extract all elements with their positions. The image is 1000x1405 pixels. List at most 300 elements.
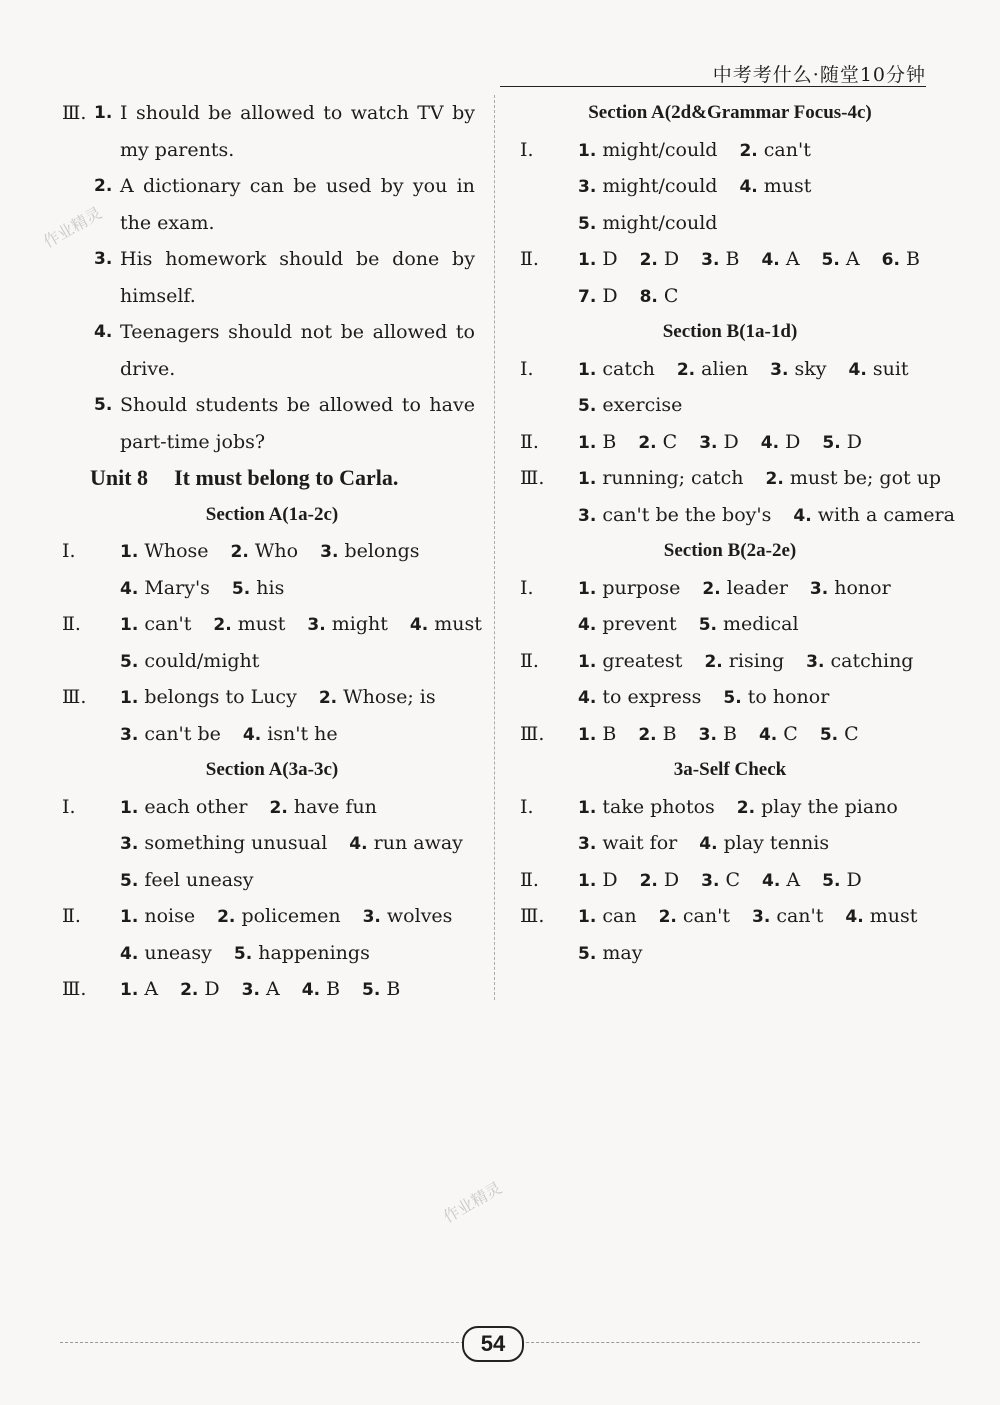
- item-answer: must: [763, 175, 812, 197]
- answer-item: [752, 898, 823, 935]
- answer-item: [578, 460, 744, 497]
- item-answer: D: [846, 430, 862, 453]
- item-answer: D: [602, 248, 618, 270]
- item-answer: might/could: [602, 211, 718, 234]
- item-answer: C: [783, 722, 798, 745]
- answer-item: [120, 679, 297, 716]
- answer-line: [62, 716, 482, 753]
- item-number: 1.: [578, 432, 597, 453]
- answer-line: [520, 570, 940, 607]
- exercise-marker: Ⅲ.: [520, 905, 545, 927]
- answer-item: [180, 971, 220, 1008]
- item-answer: A: [785, 248, 800, 270]
- answer-item: [640, 862, 680, 899]
- item-answer: belongs: [344, 540, 420, 562]
- item-answer: Mary's: [144, 576, 210, 599]
- sentence-text: part-time jobs?: [120, 430, 266, 453]
- word: not: [300, 321, 332, 343]
- answer-item: [701, 241, 739, 278]
- item-number: 3.: [699, 432, 718, 453]
- word: students: [195, 394, 279, 416]
- item-number: 2.: [94, 176, 113, 196]
- answer-item: [363, 898, 453, 935]
- item-answer: to express: [602, 686, 702, 708]
- word: to: [455, 321, 475, 343]
- word: I: [120, 102, 128, 124]
- item-answer: suit: [872, 357, 909, 380]
- sentence-text: drive.: [120, 357, 176, 380]
- item-number: 1.: [120, 688, 139, 708]
- item-answer: each other: [144, 795, 248, 818]
- answer-item: [269, 789, 376, 826]
- item-answer: B: [602, 722, 617, 745]
- answer-line: [520, 132, 940, 169]
- item-answer: A: [786, 868, 801, 891]
- answer-line: [62, 314, 482, 351]
- column-divider: [494, 95, 495, 1000]
- answer-line: [62, 862, 482, 899]
- item-number: 3.: [751, 907, 771, 927]
- item-answer: to honor: [747, 686, 830, 708]
- item-number: 3.: [362, 907, 381, 927]
- word: be: [340, 321, 365, 343]
- item-answer: with a camera: [817, 503, 955, 526]
- item-answer: greatest: [602, 649, 683, 672]
- answer-item: [307, 606, 387, 643]
- answer-item: [739, 168, 811, 205]
- word: Teenagers: [120, 321, 220, 343]
- item-number: 4.: [349, 834, 368, 854]
- answer-item: [806, 643, 913, 680]
- answer-item: [702, 570, 787, 607]
- answer-item: [578, 387, 682, 424]
- item-number: 2.: [638, 724, 657, 745]
- answer-line: [520, 205, 940, 242]
- answer-item: [638, 716, 676, 753]
- section-title: Section B(1a-1d): [662, 321, 798, 342]
- word: allowed: [318, 394, 394, 416]
- answer-line: [520, 387, 940, 424]
- item-answer: B: [662, 722, 677, 745]
- item-answer: sky: [794, 357, 827, 380]
- item-answer: B: [725, 248, 740, 270]
- item-number: 4.: [301, 980, 321, 1000]
- exercise-marker: Ⅰ.: [520, 138, 534, 161]
- answer-item: [578, 497, 771, 534]
- sentence-text: my parents.: [120, 138, 235, 161]
- item-number: 3.: [578, 505, 597, 526]
- answer-line: [62, 168, 482, 205]
- answer-item: [848, 351, 908, 388]
- answer-item: [766, 460, 942, 497]
- item-answer: rising: [728, 649, 785, 672]
- exercise-marker: Ⅲ.: [520, 722, 545, 745]
- item-answer: noise: [144, 905, 196, 927]
- word: to: [323, 102, 343, 124]
- word: His: [120, 248, 153, 270]
- item-number: 4.: [120, 578, 139, 599]
- answer-item: [761, 241, 799, 278]
- item-answer: alien: [701, 357, 749, 380]
- item-number: 1.: [578, 870, 597, 891]
- item-answer: B: [722, 722, 737, 745]
- item-number: 5.: [578, 213, 597, 234]
- item-answer: play tennis: [723, 832, 830, 854]
- answer-item: [320, 533, 419, 570]
- item-answer: must: [434, 613, 482, 635]
- word: should: [228, 321, 293, 343]
- item-answer: purpose: [602, 576, 681, 599]
- sentence-text: [120, 314, 475, 351]
- word: to: [401, 394, 421, 416]
- answer-item: [578, 168, 717, 205]
- item-number: 5.: [819, 724, 839, 745]
- answer-line: [62, 241, 482, 278]
- item-number: 3.: [320, 542, 339, 562]
- exercise-marker: Ⅱ.: [62, 905, 81, 927]
- answer-item: [739, 132, 810, 169]
- answer-item: [578, 643, 682, 680]
- answer-line: [520, 497, 955, 534]
- item-number: 1.: [578, 469, 597, 489]
- exercise-marker: Ⅰ.: [520, 357, 534, 380]
- item-number: 4.: [761, 250, 780, 270]
- exercise-marker: Ⅰ.: [62, 795, 76, 818]
- answer-item: [699, 716, 737, 753]
- answer-item: [578, 716, 616, 753]
- answer-item: [770, 351, 826, 388]
- answer-line: [520, 168, 940, 205]
- answer-line: [520, 898, 940, 935]
- item-answer: must: [237, 613, 286, 635]
- item-number: 5.: [698, 615, 717, 635]
- item-number: 1.: [578, 359, 597, 380]
- item-answer: catching: [830, 649, 914, 672]
- item-answer: Whose; is: [343, 686, 436, 708]
- item-number: 3.: [307, 615, 326, 635]
- item-number: 2.: [180, 980, 199, 1000]
- answer-item: [578, 241, 618, 278]
- item-answer: B: [905, 248, 920, 270]
- unit-name: It must belong to Carla.: [174, 465, 399, 490]
- answer-line: [62, 351, 482, 388]
- item-number: 4.: [739, 177, 758, 197]
- exercise-marker: Ⅱ.: [520, 868, 539, 891]
- exercise-marker: Ⅱ.: [520, 430, 539, 453]
- answer-item: [699, 606, 799, 643]
- answer-item: [640, 278, 679, 315]
- item-number: 8.: [639, 286, 658, 307]
- watermark-bottom: 作业精灵: [440, 1178, 505, 1227]
- answer-line: [520, 460, 940, 497]
- item-answer: C: [844, 722, 859, 745]
- item-number: 3.: [701, 870, 720, 891]
- item-number: 1.: [578, 140, 597, 161]
- item-answer: happenings: [258, 941, 370, 964]
- answer-item: [120, 971, 158, 1008]
- item-answer: Whose: [144, 540, 209, 562]
- word: you: [412, 175, 448, 197]
- item-number: 2.: [739, 140, 758, 161]
- page-header: 中考考什么·随堂10分钟: [712, 64, 926, 86]
- item-answer: his: [256, 576, 285, 599]
- answer-line: [520, 241, 940, 278]
- item-answer: D: [846, 868, 862, 891]
- answer-item: [699, 825, 829, 862]
- answer-line: [62, 789, 482, 826]
- item-number: 4.: [578, 688, 597, 708]
- item-answer: wolves: [386, 905, 453, 927]
- item-number: 1.: [578, 724, 597, 745]
- item-number: 4.: [845, 907, 864, 927]
- answer-line: [62, 132, 482, 169]
- answer-item: [232, 570, 284, 607]
- answer-item: [578, 935, 642, 972]
- answer-line: [62, 606, 482, 643]
- word: in: [456, 175, 475, 197]
- item-number: 1.: [578, 651, 597, 672]
- answer-item: [845, 898, 917, 935]
- item-answer: running; catch: [602, 467, 744, 489]
- exercise-marker: Ⅰ.: [520, 576, 534, 599]
- item-answer: can't: [763, 138, 811, 161]
- answer-item: [759, 716, 798, 753]
- item-answer: A: [845, 248, 860, 270]
- item-answer: can't be: [144, 722, 221, 745]
- answer-item: [704, 643, 784, 680]
- item-number: 5.: [120, 651, 139, 672]
- answer-line: [520, 862, 940, 899]
- answer-line: [62, 95, 482, 132]
- answer-item: [578, 351, 655, 388]
- item-number: 3.: [578, 834, 597, 854]
- item-answer: exercise: [602, 394, 683, 416]
- answer-item: [302, 971, 340, 1008]
- word: be: [208, 102, 232, 124]
- item-number: 3.: [241, 980, 260, 1000]
- item-number: 5.: [120, 870, 139, 891]
- answer-item: [701, 862, 740, 899]
- item-number: 5.: [578, 943, 597, 964]
- item-number: 5.: [233, 943, 253, 964]
- answer-line: [62, 935, 482, 972]
- unit-title: [62, 460, 482, 497]
- answer-item: [120, 825, 327, 862]
- item-number: 1.: [120, 542, 139, 562]
- answer-line: [62, 533, 482, 570]
- item-number: 3.: [809, 578, 829, 599]
- answer-item: [659, 898, 730, 935]
- item-number: 2.: [269, 797, 288, 818]
- answer-item: [120, 533, 209, 570]
- item-number: 2.: [702, 578, 721, 599]
- answer-line: [520, 643, 940, 680]
- answer-item: [349, 825, 463, 862]
- sentence-text: the exam.: [120, 211, 215, 234]
- answer-item: [638, 424, 677, 461]
- item-number: 5.: [578, 396, 597, 416]
- item-number: 2.: [736, 797, 756, 818]
- item-number: 4.: [762, 870, 781, 891]
- word: homework: [165, 248, 267, 270]
- item-number: 4.: [409, 615, 429, 635]
- exercise-marker: Ⅲ.: [62, 686, 87, 708]
- item-number: 2.: [213, 615, 232, 635]
- word: done: [392, 248, 440, 270]
- unit-number: Unit 8: [90, 465, 149, 490]
- item-number: 3.: [120, 724, 139, 745]
- answer-line: [62, 278, 482, 315]
- right-column: [520, 95, 955, 971]
- item-number: 4.: [760, 432, 780, 453]
- answer-item: [319, 679, 436, 716]
- exercise-marker: Ⅲ.: [62, 978, 87, 1000]
- item-number: 5.: [94, 395, 113, 415]
- item-answer: have fun: [293, 795, 377, 818]
- sentence-text: himself.: [120, 284, 196, 307]
- section-title: 3a-Self Check: [673, 759, 787, 780]
- answer-item: [410, 606, 482, 643]
- word: can: [249, 175, 284, 197]
- item-answer: C: [662, 430, 678, 453]
- item-answer: D: [663, 868, 680, 891]
- answer-line: [62, 971, 482, 1008]
- answer-line: [520, 789, 940, 826]
- item-answer: feel uneasy: [144, 868, 254, 891]
- answer-line: [62, 424, 482, 461]
- answer-line: [62, 205, 482, 242]
- item-number: 5.: [723, 688, 742, 708]
- item-number: 3.: [94, 249, 113, 269]
- item-number: 2.: [230, 542, 249, 562]
- answer-item: [699, 424, 739, 461]
- answer-item: [820, 716, 859, 753]
- answer-item: [762, 862, 800, 899]
- item-answer: policemen: [241, 905, 341, 927]
- item-number: 1.: [120, 907, 139, 927]
- item-number: 3.: [120, 834, 139, 854]
- answer-line: [520, 278, 940, 315]
- word: should: [279, 248, 344, 270]
- item-answer: D: [602, 868, 618, 891]
- item-number: 2.: [638, 432, 657, 453]
- item-number: 4.: [94, 322, 113, 342]
- header-rule: [500, 86, 926, 87]
- answer-item: [822, 241, 860, 278]
- answer-line: [520, 716, 940, 753]
- item-answer: can't: [776, 905, 824, 927]
- answer-item: [120, 935, 212, 972]
- answer-item: [822, 862, 862, 899]
- item-answer: must be; got up: [789, 467, 942, 489]
- item-number: 5.: [822, 432, 841, 453]
- item-answer: A: [266, 978, 280, 1000]
- sentence-text: [120, 387, 475, 424]
- section-title: Section A(2d&Grammar Focus-4c): [588, 102, 872, 123]
- answer-line: [62, 825, 482, 862]
- answer-item: [362, 971, 400, 1008]
- item-number: 2.: [765, 469, 784, 489]
- item-answer: something unusual: [144, 832, 328, 854]
- word: dictionary: [143, 175, 241, 197]
- answer-item: [578, 278, 618, 315]
- answer-item: [231, 533, 299, 570]
- item-number: 2.: [676, 359, 696, 380]
- word: allowed: [372, 321, 448, 343]
- item-number: 6.: [881, 250, 900, 270]
- left-column: [62, 95, 482, 1008]
- answer-item: [822, 424, 862, 461]
- answer-item: [120, 789, 247, 826]
- answer-line: [520, 424, 940, 461]
- answer-line: [62, 387, 482, 424]
- item-number: 1.: [578, 797, 597, 818]
- item-number: 4.: [793, 505, 812, 526]
- word: A: [120, 175, 134, 197]
- answer-item: [217, 898, 340, 935]
- item-number: 1.: [120, 615, 139, 635]
- exercise-marker: Ⅲ.: [62, 102, 87, 124]
- item-number: 2.: [217, 907, 236, 927]
- item-answer: can't: [682, 905, 730, 927]
- item-answer: D: [723, 430, 739, 453]
- answer-line: [520, 606, 940, 643]
- item-answer: Who: [254, 540, 299, 562]
- item-answer: catch: [602, 357, 655, 380]
- exercise-marker: Ⅱ.: [520, 649, 539, 672]
- answer-item: [578, 424, 616, 461]
- item-number: 5.: [822, 870, 841, 891]
- item-number: 2.: [639, 870, 658, 891]
- item-answer: D: [204, 978, 220, 1000]
- item-number: 1.: [578, 250, 597, 270]
- answer-item: [234, 935, 370, 972]
- answer-line: [62, 898, 482, 935]
- word: should: [135, 102, 200, 124]
- sentence-text: [120, 168, 475, 205]
- exercise-marker: Ⅱ.: [62, 613, 81, 635]
- answer-line: [62, 570, 482, 607]
- answer-item: [578, 679, 701, 716]
- answer-item: [723, 679, 829, 716]
- item-answer: belongs to Lucy: [144, 686, 297, 708]
- item-answer: B: [602, 430, 617, 453]
- section-title: Section A(1a-2c): [205, 503, 339, 525]
- item-answer: B: [326, 978, 341, 1000]
- item-number: 7.: [578, 286, 597, 307]
- answer-item: [737, 789, 898, 826]
- word: used: [325, 175, 372, 197]
- item-number: 5.: [231, 578, 251, 599]
- item-answer: medical: [723, 613, 799, 635]
- answer-item: [242, 971, 280, 1008]
- word: be: [293, 175, 317, 197]
- item-number: 4.: [848, 359, 867, 380]
- page-number: 54: [462, 1326, 524, 1362]
- answer-item: [761, 424, 801, 461]
- item-number: 2.: [658, 907, 677, 927]
- answer-line: [520, 825, 940, 862]
- answer-line: [520, 935, 940, 972]
- item-answer: must: [869, 905, 918, 927]
- section-title: Section B(2a-2e): [663, 540, 797, 561]
- item-number: 2.: [639, 250, 658, 270]
- item-number: 4.: [758, 724, 778, 745]
- answer-item: [578, 570, 680, 607]
- item-number: 5.: [362, 980, 381, 1000]
- answer-item: [578, 862, 618, 899]
- item-answer: can: [602, 905, 637, 927]
